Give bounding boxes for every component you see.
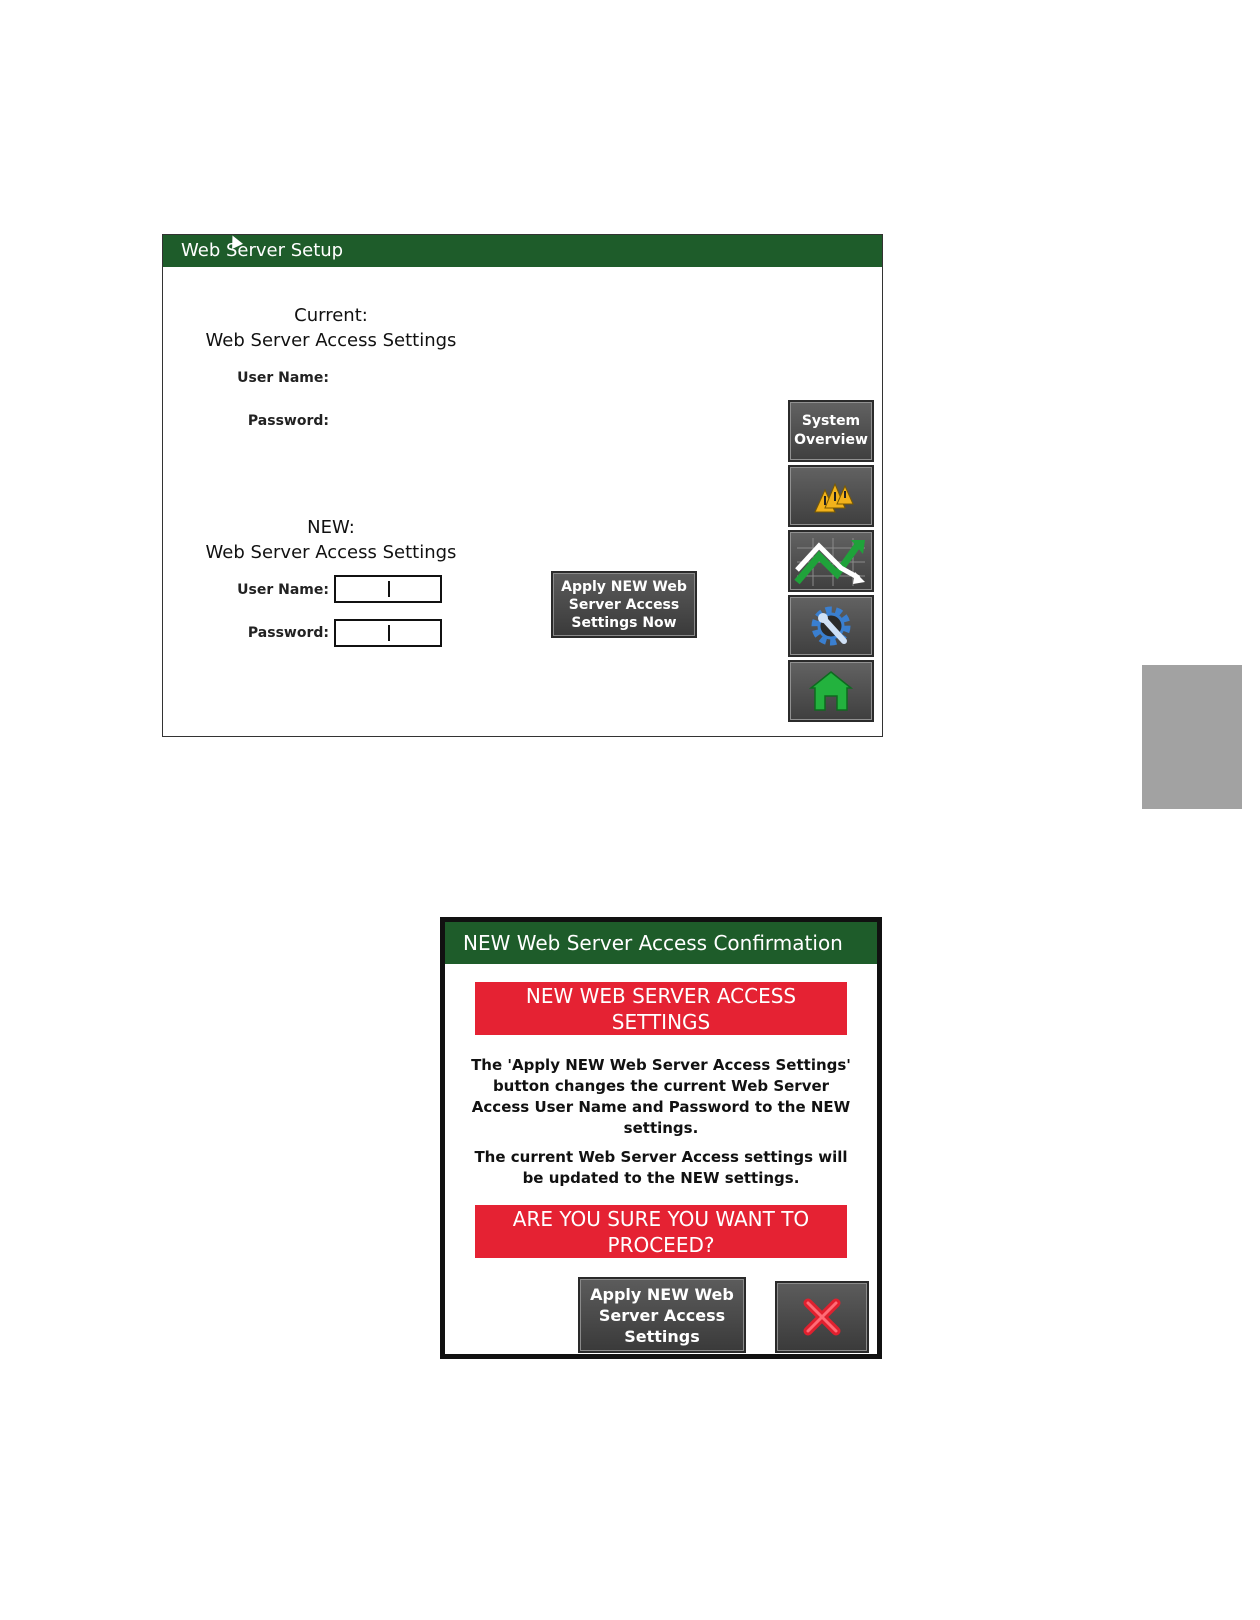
dialog-apply-line3: Settings bbox=[624, 1326, 700, 1346]
current-heading-line1: Current: bbox=[294, 305, 368, 326]
system-overview-button[interactable] bbox=[788, 400, 874, 462]
banner-top-line2: SETTINGS bbox=[611, 1009, 711, 1034]
system-overview-line1: System bbox=[801, 413, 861, 429]
system-overview-line2: Overview bbox=[794, 432, 868, 448]
dialog-title-bar bbox=[445, 922, 877, 964]
apply-button-line1: Apply NEW Web bbox=[561, 578, 687, 595]
apply-button-line2: Server Access bbox=[568, 596, 680, 613]
paragraph1-line2: button changes the current Web Server bbox=[492, 1077, 830, 1095]
new-username-input[interactable] bbox=[334, 575, 442, 603]
text-caret bbox=[388, 625, 390, 641]
banner-bottom-line2: PROCEED? bbox=[607, 1232, 715, 1257]
new-heading-line2: Web Server Access Settings bbox=[205, 542, 457, 563]
close-x-icon bbox=[800, 1295, 844, 1339]
settings-button[interactable] bbox=[788, 595, 874, 657]
new-settings-banner bbox=[475, 982, 847, 1035]
dialog-apply-line2: Server Access bbox=[598, 1305, 726, 1325]
new-settings-heading bbox=[181, 517, 481, 563]
new-username-label: User Name: bbox=[237, 582, 329, 598]
confirmation-dialog bbox=[440, 917, 882, 1359]
dialog-explanation-text bbox=[465, 1055, 857, 1139]
web-server-setup-screen bbox=[162, 234, 883, 737]
paragraph2-line1: The current Web Server Access settings will bbox=[474, 1148, 848, 1166]
warning-triangles-icon bbox=[803, 476, 859, 516]
home-icon bbox=[809, 670, 853, 712]
alarms-button[interactable] bbox=[788, 465, 874, 527]
section-tab bbox=[1142, 665, 1242, 809]
new-heading-line1: NEW: bbox=[307, 517, 355, 538]
banner-bottom-line1: ARE YOU SURE YOU WANT TO bbox=[512, 1206, 810, 1231]
current-settings-heading bbox=[181, 305, 481, 351]
screen-title-bar bbox=[163, 235, 882, 267]
banner-top-line1: NEW WEB SERVER ACCESS bbox=[525, 983, 797, 1008]
new-password-input[interactable] bbox=[334, 619, 442, 647]
dialog-title: NEW Web Server Access Confirmation bbox=[463, 931, 843, 955]
dialog-apply-line1: Apply NEW Web bbox=[590, 1284, 734, 1304]
apply-button-line3: Settings Now bbox=[571, 614, 677, 631]
home-button[interactable] bbox=[788, 660, 874, 722]
wrench-gear-icon bbox=[806, 601, 856, 651]
trends-button[interactable] bbox=[788, 530, 874, 592]
screen-title: Web Server Setup bbox=[181, 240, 344, 261]
current-heading-line2: Web Server Access Settings bbox=[205, 330, 457, 351]
paragraph1-line3: Access User Name and Password to the NEW bbox=[471, 1098, 851, 1116]
trend-chart-icon bbox=[793, 534, 869, 588]
proceed-warning-banner bbox=[475, 1205, 847, 1258]
apply-new-settings-now-button[interactable] bbox=[551, 571, 697, 638]
current-username-label: User Name: bbox=[237, 370, 329, 386]
new-password-label: Password: bbox=[247, 625, 329, 641]
text-caret bbox=[388, 581, 390, 597]
paragraph1-line4: settings. bbox=[623, 1119, 699, 1137]
paragraph1-line1: The 'Apply NEW Web Server Access Settings' bbox=[471, 1056, 851, 1074]
dialog-update-text bbox=[465, 1147, 857, 1189]
current-password-label: Password: bbox=[247, 413, 329, 429]
paragraph2-line2: be updated to the NEW settings. bbox=[522, 1169, 800, 1187]
cancel-button[interactable] bbox=[775, 1281, 869, 1353]
apply-new-settings-button[interactable] bbox=[578, 1277, 746, 1353]
